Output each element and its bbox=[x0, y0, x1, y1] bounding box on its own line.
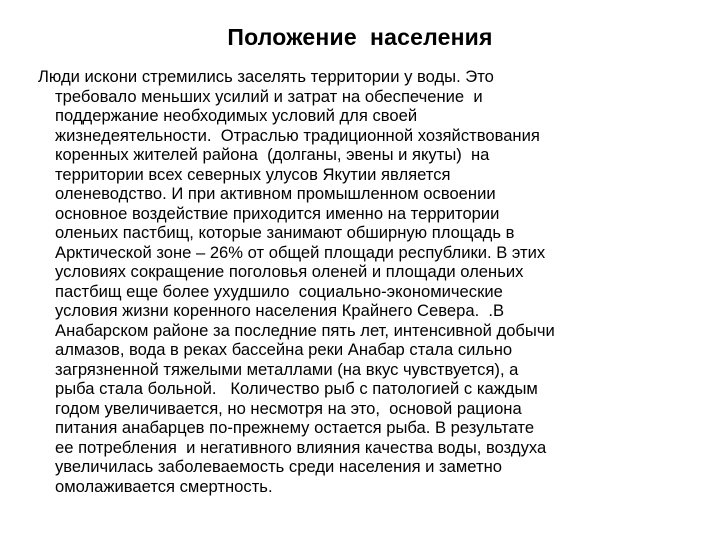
paragraph-line: оленьих пастбищ, которые занимают обширную площадь в bbox=[55, 223, 515, 242]
paragraph-line: Арктической зоне – 26% от общей площади республики. В этих bbox=[55, 242, 546, 262]
paragraph-line: увеличилась заболеваемость среди населения и заметно bbox=[55, 457, 502, 476]
body-paragraph bbox=[38, 67, 698, 496]
paragraph-line: основное воздействие приходится именно на территории bbox=[55, 203, 500, 223]
paragraph-line: пастбищ еще более ухудшило социально-экономические bbox=[55, 281, 503, 301]
paragraph-line: алмазов, вода в реках бассейна реки Анабар стала сильно bbox=[55, 340, 513, 359]
paragraph-line: территории всех северных улусов Якутии является bbox=[55, 164, 451, 184]
paragraph-line: годом увеличивается, но несмотря на это, основой рациона bbox=[55, 398, 522, 418]
paragraph-line: коренных жителей района (долганы, эвены и якуты) на bbox=[55, 145, 490, 164]
paragraph-line: питания анабарцев по-прежнему остается рыба. В результате bbox=[55, 418, 535, 437]
paragraph-line: Анабарском районе за последние пять лет, интенсивной добычи bbox=[55, 320, 555, 340]
slide-title: Положение населения bbox=[227, 24, 493, 50]
paragraph-line: оленеводство. И при активном промышленном освоении bbox=[55, 184, 496, 203]
paragraph-line: рыба стала больной. Количество рыб с патологией с каждым bbox=[55, 379, 538, 398]
paragraph-line: условиях сокращение поголовья оленей и площади оленьих bbox=[55, 262, 524, 281]
paragraph-line: жизнедеятельности. Отраслью традиционной хозяйствования bbox=[55, 125, 540, 145]
paragraph-line: омолаживается смертность. bbox=[55, 476, 273, 496]
paragraph-line: условия жизни коренного населения Крайнего Севера. .В bbox=[55, 301, 505, 320]
paragraph-line: ее потребления и негативного влияния качества воды, воздуха bbox=[55, 437, 547, 457]
paragraph-line: поддержание необходимых условий для своей bbox=[55, 106, 418, 125]
paragraph-line: загрязненной тяжелыми металлами (на вкус чувствуется), а bbox=[55, 359, 519, 379]
paragraph-line: требовало меньших усилий и затрат на обеспечение и bbox=[55, 86, 483, 106]
paragraph-line: Люди искони стремились заселять территории у воды. Это bbox=[38, 67, 494, 86]
